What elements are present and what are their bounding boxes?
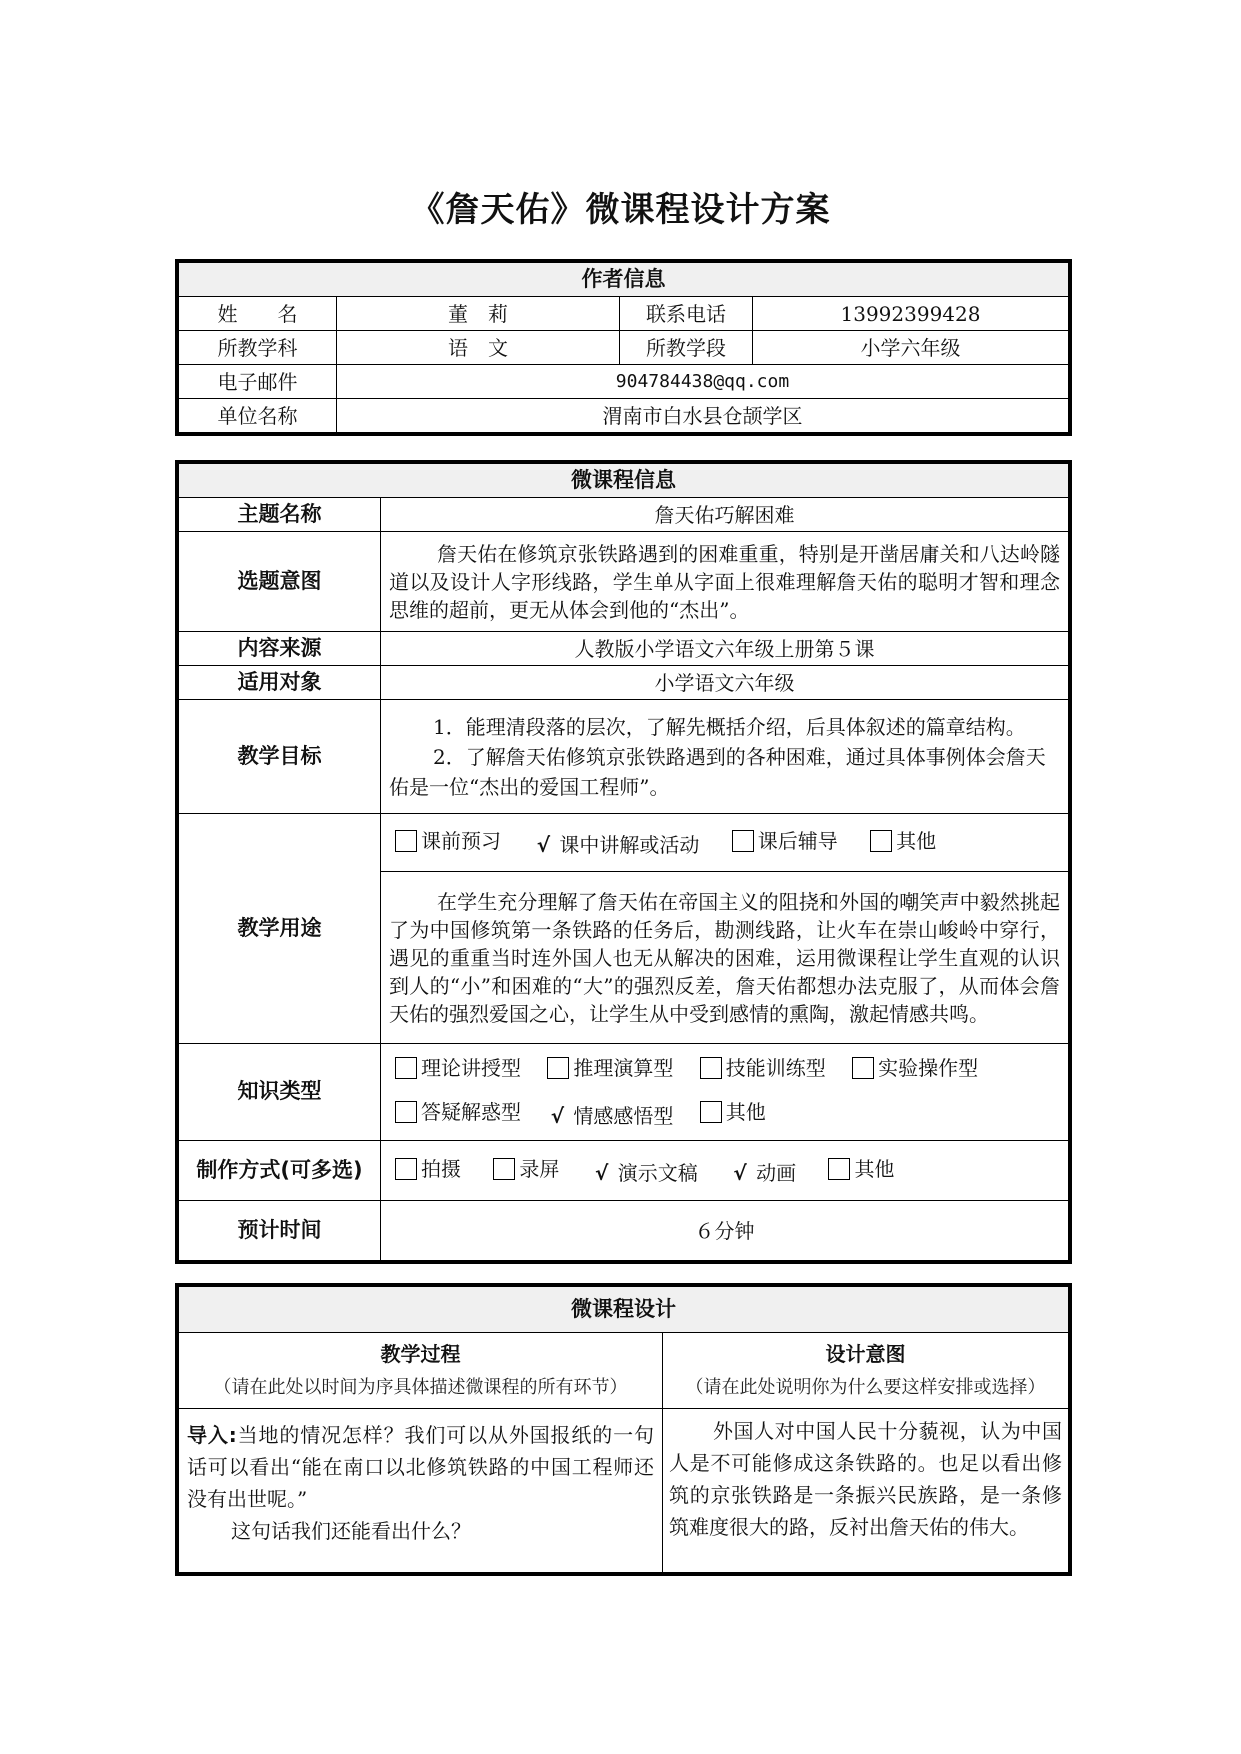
page-title: 《詹天佑》微课程设计方案 xyxy=(410,190,831,230)
checkbox-icon xyxy=(852,1057,874,1079)
audience-label: 适用对象 xyxy=(179,666,381,700)
email-value: 904784438@qq.com xyxy=(337,365,1069,399)
use-options xyxy=(381,814,1069,872)
intro-question: 这句话我们还能看出什么？ xyxy=(231,1519,471,1543)
option-experiment[interactable]: 实验操作型 xyxy=(852,1048,978,1088)
use-description: 在学生充分理解了詹天佑在帝国主义的阻挠和外国的嘲笑声中毅然挑起了为中国修筑第一条铁路的任务后，勘测线路，让火车在崇山峻岭中穿行，遇见的重重当时连外国人也无从解决的困难，运用微课程让学生直观的认识到人的“小”和困难的“大”的强烈反差，詹天佑都想办法克服了，从而体会詹天佑的强烈爱国之心，让学生从中受到感情的熏陶，激起情感共鸣。 xyxy=(381,872,1069,1044)
time-value: ６分钟 xyxy=(381,1201,1069,1261)
process-title: 教学过程 xyxy=(380,1341,461,1366)
subject-value: 语 文 xyxy=(337,331,620,365)
source-value: 人教版小学语文六年级上册第５课 xyxy=(381,632,1069,666)
option-shoot[interactable]: 拍摄 xyxy=(395,1156,461,1182)
knowledge-options xyxy=(381,1044,1069,1141)
topic-label: 主题名称 xyxy=(179,498,381,532)
name-label: 姓 名 xyxy=(179,297,337,331)
intro-label: 导入: xyxy=(187,1423,237,1447)
checkbox-icon xyxy=(700,1101,722,1123)
author-info-header: 作者信息 xyxy=(179,263,1069,297)
checkmark-icon: √ xyxy=(733,1160,747,1185)
name-value: 董 莉 xyxy=(337,297,620,331)
goal-value xyxy=(381,700,1069,814)
option-method-other[interactable]: 其他 xyxy=(828,1156,894,1182)
course-info-table xyxy=(178,463,1069,1261)
goal-item: 2．了解詹天佑修筑京张铁路遇到的各种困难，通过具体事例体会詹天佑是一位“杰出的爱国工程师”。 xyxy=(389,744,1046,799)
option-emotion[interactable]: √ 情感感悟型 xyxy=(547,1096,673,1136)
checkbox-icon xyxy=(700,1057,722,1079)
grade-label: 所教学段 xyxy=(620,331,753,365)
design-intent-title: 设计意图 xyxy=(825,1341,906,1366)
option-use-after[interactable]: 课后辅导 xyxy=(732,828,838,854)
unit-value: 渭南市白水县仓颉学区 xyxy=(337,399,1069,433)
knowledge-label: 知识类型 xyxy=(179,1044,381,1141)
audience-value: 小学语文六年级 xyxy=(381,666,1069,700)
time-label: 预计时间 xyxy=(179,1201,381,1261)
design-intent-hint: （请在此处说明你为什么要这样安排或选择） xyxy=(685,1376,1046,1398)
phone-label: 联系电话 xyxy=(620,297,753,331)
option-knowledge-other[interactable]: 其他 xyxy=(700,1092,766,1132)
option-screen-record[interactable]: 录屏 xyxy=(493,1156,559,1182)
process-content xyxy=(179,1409,663,1573)
intent-value: 詹天佑在修筑京张铁路遇到的困难重重，特别是开凿居庸关和八达岭隧道以及设计人字形线路，学生单从字面上很难理解詹天佑的聪明才智和理念思维的超前，更无从体会到他的“杰出”。 xyxy=(381,532,1069,632)
intro-text: 当地的情况怎样？我们可以从外国报纸的一句话可以看出“能在南口以北修筑铁路的中国工程师还没有出世呢。” xyxy=(187,1423,655,1511)
source-label: 内容来源 xyxy=(179,632,381,666)
topic-value: 詹天佑巧解困难 xyxy=(381,498,1069,532)
option-slides[interactable]: √ 演示文稿 xyxy=(592,1160,698,1186)
option-skill[interactable]: 技能训练型 xyxy=(700,1048,826,1088)
option-qa[interactable]: 答疑解惑型 xyxy=(395,1092,521,1132)
checkbox-icon xyxy=(870,830,892,852)
method-options xyxy=(381,1141,1069,1201)
checkbox-icon xyxy=(732,830,754,852)
design-intent-content: 外国人对中国人民十分藐视，认为中国人是不可能修成这条铁路的。也足以看出修筑的京张铁路是一条振兴民族路，是一条修筑难度很大的路，反衬出詹天佑的伟大。 xyxy=(663,1409,1069,1573)
checkmark-icon: √ xyxy=(536,832,551,857)
author-info-table xyxy=(178,262,1069,433)
subject-label: 所教学科 xyxy=(179,331,337,365)
option-reasoning[interactable]: 推理演算型 xyxy=(547,1048,673,1088)
checkbox-icon xyxy=(828,1158,850,1180)
checkbox-icon xyxy=(547,1057,569,1079)
option-use-inclass[interactable]: √ 课中讲解或活动 xyxy=(533,832,699,858)
intent-column-header xyxy=(663,1333,1069,1409)
checkbox-icon xyxy=(395,1101,417,1123)
email-label: 电子邮件 xyxy=(179,365,337,399)
intent-label: 选题意图 xyxy=(179,532,381,632)
checkmark-icon: √ xyxy=(550,1104,565,1128)
process-column-header xyxy=(179,1333,663,1409)
method-label: 制作方式(可多选) xyxy=(179,1141,381,1201)
course-info-header: 微课程信息 xyxy=(179,464,1069,498)
checkbox-icon xyxy=(493,1158,515,1180)
unit-label: 单位名称 xyxy=(179,399,337,433)
checkbox-icon xyxy=(395,1057,417,1079)
checkbox-icon xyxy=(395,1158,417,1180)
grade-value: 小学六年级 xyxy=(753,331,1069,365)
checkbox-icon xyxy=(395,830,417,852)
course-design-table xyxy=(178,1286,1069,1573)
goal-label: 教学目标 xyxy=(179,700,381,814)
course-design-header: 微课程设计 xyxy=(179,1287,1069,1333)
option-use-preview[interactable]: 课前预习 xyxy=(395,828,501,854)
use-label: 教学用途 xyxy=(179,814,381,1044)
goal-item: 1．能理清段落的层次，了解先概括介绍，后具体叙述的篇章结构。 xyxy=(433,714,1026,739)
option-theory[interactable]: 理论讲授型 xyxy=(395,1048,521,1088)
option-use-other[interactable]: 其他 xyxy=(870,828,936,854)
checkmark-icon: √ xyxy=(595,1160,609,1185)
process-hint: （请在此处以时间为序具体描述微课程的所有环节） xyxy=(213,1376,628,1398)
option-animation[interactable]: √ 动画 xyxy=(730,1160,796,1186)
phone-value: 13992399428 xyxy=(753,297,1069,331)
